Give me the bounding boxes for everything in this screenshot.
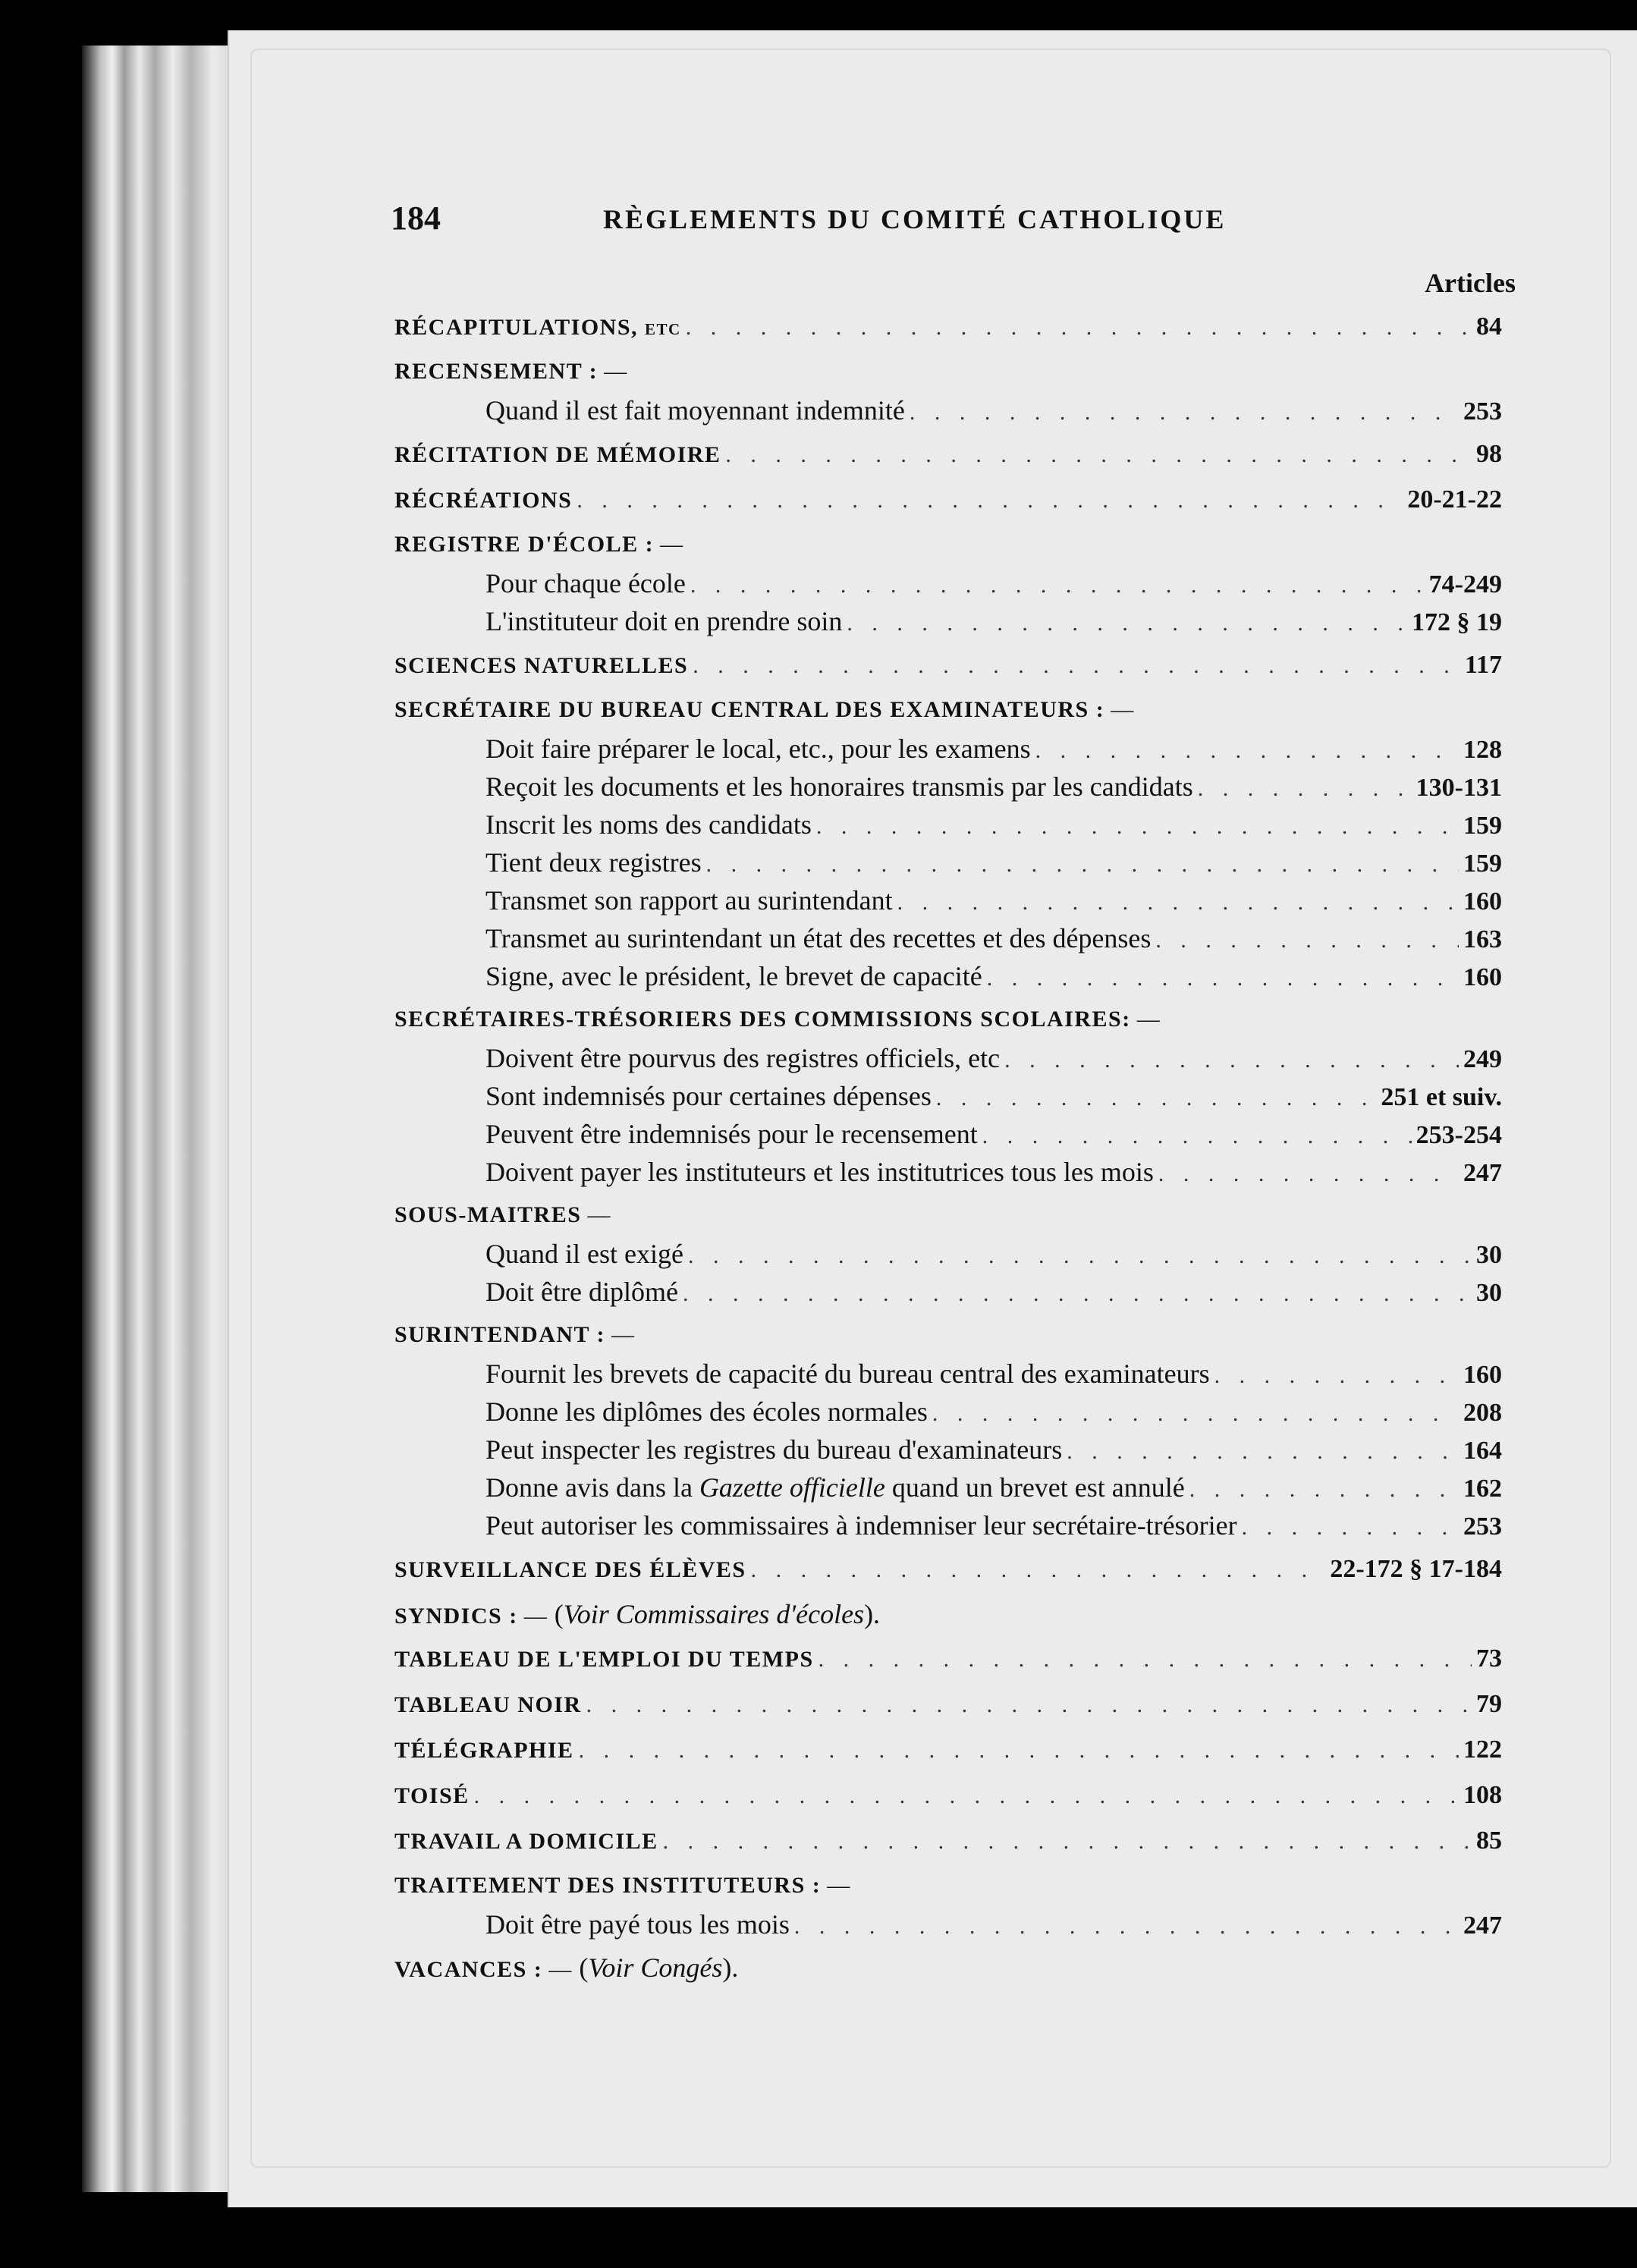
article-reference: 117 [1464,651,1502,679]
article-reference: 22-172 § 17-184 [1330,1555,1502,1583]
dot-leader [683,1275,1472,1313]
em-dash: — [604,359,627,384]
dot-leader [982,1117,1412,1155]
index-entry [394,1638,1502,1679]
subentry-text: Reçoit les documents et les honoraires transmis par les candidats [485,771,1193,802]
dot-leader [847,605,1407,642]
index-term: VACANCES : [394,1957,543,1982]
index-list [394,306,1502,1992]
dot-leader [690,567,1425,605]
dot-leader [686,307,1472,348]
article-reference: 162 [1463,1475,1502,1503]
em-dash: — [587,1202,611,1227]
dot-leader [586,1685,1472,1726]
subentry-text-after: quand un brevet est annulé [884,1472,1185,1503]
article-reference: 128 [1463,736,1502,764]
subentry-text: Donne les diplômes des écoles normales [485,1396,928,1427]
dot-leader [1198,770,1412,808]
dot-leader [474,1776,1459,1817]
subentry-text: Fournit les brevets de capacité du bureau central des examinateurs [485,1359,1210,1389]
dot-leader [932,1395,1459,1433]
dot-leader [818,1639,1472,1680]
article-reference: 74-249 [1428,570,1502,598]
dot-leader [577,480,1403,521]
index-subentry [394,957,1502,995]
see-reference: Voir Congés [588,1952,723,1983]
dot-leader [936,1079,1377,1117]
subentry-text: Quand il est exigé [485,1239,683,1269]
article-reference: 160 [1463,1361,1502,1389]
index-entry [394,525,1502,564]
index-term: TRAVAIL A DOMICILE [394,1829,658,1854]
subentry-text: Doit faire préparer le local, etc., pour les examens [485,733,1031,764]
index-entry [394,645,1502,686]
article-reference: 163 [1463,925,1502,953]
article-reference: 253 [1463,397,1502,426]
dot-leader [688,1237,1472,1275]
article-reference: 247 [1463,1911,1502,1940]
index-subentry [394,1355,1502,1393]
dot-leader [1004,1041,1459,1079]
subentry-text: Doit être diplômé [485,1277,678,1307]
article-reference: 85 [1476,1827,1502,1855]
index-subentry [394,602,1502,640]
dot-leader [816,808,1459,846]
subentry-text-italic: Gazette officielle [699,1472,885,1503]
cross-reference [579,1948,738,1987]
dot-leader [1189,1471,1459,1509]
index-term: TÉLÉGRAPHIE [394,1738,574,1763]
dot-leader [693,646,1460,686]
article-reference: 253 [1463,1513,1502,1541]
index-term: SOUS-MAITRES [394,1202,582,1227]
em-dash: — [1136,1007,1160,1032]
subentry-text [485,1469,1185,1506]
subentry-text: Sont indemnisés pour certaines dépenses [485,1081,932,1111]
index-subentry [394,1039,1502,1077]
subentry-text: L'instituteur doit en prendre soin [485,606,843,636]
index-term: TABLEAU NOIR [394,1692,582,1717]
article-reference: 247 [1463,1159,1502,1187]
index-subentry [394,806,1502,843]
index-subentry [394,1235,1502,1273]
index-term: TOISÉ [394,1783,470,1808]
index-term: SYNDICS : [394,1604,518,1629]
index-subentry [394,919,1502,957]
article-reference: 122 [1463,1736,1502,1764]
dot-leader [910,394,1459,432]
index-entry [394,1594,1502,1634]
dot-leader [579,1730,1459,1771]
subentry-text: Signe, avec le président, le brevet de capacité [485,961,982,991]
subentry-text: Inscrit les noms des candidats [485,809,812,840]
index-subentry [394,730,1502,768]
index-subentry [394,1905,1502,1943]
em-dash: — [660,532,683,557]
subentry-text: Doivent payer les instituteurs et les institutrices tous les mois [485,1157,1154,1187]
dot-leader [1242,1509,1459,1547]
page-header [391,199,1476,244]
index-term: TABLEAU DE L'EMPLOI DU TEMPS [394,1647,814,1672]
index-entry [394,690,1502,730]
index-entry [394,434,1502,475]
index-term: RECENSEMENT : [394,359,599,384]
em-dash: — [611,1322,634,1347]
index-subentry [394,843,1502,881]
index-subentry [394,1153,1502,1191]
dot-leader [663,1821,1472,1862]
subentry-text: Transmet son rapport au surintendant [485,885,893,916]
index-subentry [394,1273,1502,1311]
subentry-text: Transmet au surintendant un état des recettes et des dépenses [485,923,1152,953]
dot-leader [1067,1433,1459,1471]
index-term: RÉCITATION DE MÉMOIRE [394,442,721,467]
subentry-text: Peuvent être indemnisés pour le recensement [485,1119,978,1149]
article-reference: 130-131 [1415,774,1502,802]
article-reference: 251 et suiv. [1381,1083,1502,1111]
dot-leader [794,1908,1459,1946]
em-dash: — [548,1957,572,1982]
article-reference: 159 [1463,812,1502,840]
index-subentry [394,1115,1502,1153]
dot-leader [1035,732,1459,770]
subentry-text: Tient deux registres [485,847,702,878]
subentry-text: Pour chaque école [485,568,686,598]
article-reference: 159 [1463,850,1502,878]
see-open: ( [579,1952,589,1983]
index-entry [394,1866,1502,1905]
cross-reference [555,1594,880,1634]
dot-leader [751,1550,1326,1591]
page-number: 184 [391,199,441,237]
article-reference: 249 [1463,1045,1502,1073]
dot-leader [706,846,1459,884]
dot-leader [987,960,1459,997]
index-subentry [394,768,1502,806]
index-term: REGISTRE D'ÉCOLE : [394,532,655,557]
index-entry [394,306,1502,347]
subentry-text: Peut inspecter les registres du bureau d'examinateurs [485,1434,1063,1465]
see-open: ( [554,1599,564,1629]
index-entry [394,479,1502,520]
index-term: TRAITEMENT DES INSTITUTEURS : [394,1873,822,1898]
dot-leader [1155,922,1459,960]
index-term: SECRÉTAIRE DU BUREAU CENTRAL DES EXAMINATEURS : [394,697,1105,722]
dot-leader [725,435,1472,476]
article-reference: 79 [1476,1690,1502,1718]
see-reference: Voir Commissaires d'écoles [563,1599,865,1629]
index-term: SECRÉTAIRES-TRÉSORIERS DES COMMISSIONS SCOLAIRES: [394,1007,1131,1032]
index-subentry [394,1506,1502,1544]
subentry-text: Peut autoriser les commissaires à indemniser leur secrétaire-trésorier [485,1510,1237,1541]
index-entry [394,1948,1502,1987]
index-subentry [394,1469,1502,1506]
see-close: ). [864,1599,881,1629]
index-entry [394,1315,1502,1355]
index-entry [394,1775,1502,1816]
em-dash: — [1111,697,1134,722]
article-reference: 98 [1476,440,1502,468]
article-reference: 164 [1463,1437,1502,1465]
subentry-text: Doit être payé tous les mois [485,1909,790,1940]
index-subentry [394,1431,1502,1469]
dot-leader [1158,1155,1459,1193]
index-entry [394,1195,1502,1235]
running-title: RÈGLEMENTS DU COMITÉ CATHOLIQUE [603,204,1227,234]
index-subentry [394,1393,1502,1431]
index-subentry [394,391,1502,429]
index-subentry [394,881,1502,919]
article-reference: 172 § 19 [1412,608,1502,636]
index-entry [394,1729,1502,1770]
index-subentry [394,564,1502,602]
index-entry [394,352,1502,391]
em-dash: — [827,1873,850,1898]
article-reference: 30 [1476,1279,1502,1307]
index-term: SURVEILLANCE DES ÉLÈVES [394,1557,746,1582]
index-entry [394,1549,1502,1590]
index-entry [394,1000,1502,1039]
article-reference: 160 [1463,963,1502,991]
index-term: SCIENCES NATURELLES [394,653,689,678]
article-reference: 30 [1476,1241,1502,1269]
index-entry [394,1684,1502,1725]
dot-leader [1214,1357,1459,1395]
articles-column-heading: Articles [1425,268,1516,298]
see-close: ). [722,1952,739,1983]
subentry-text: Quand il est fait moyennant indemnité [485,395,905,426]
em-dash: — [523,1604,547,1629]
article-reference: 73 [1476,1644,1502,1673]
index-entry [394,1820,1502,1861]
subentry-text: Doivent être pourvus des registres officiels, etc [485,1043,1001,1073]
index-term: SURINTENDANT : [394,1322,605,1347]
dot-leader [897,884,1459,922]
article-reference: 84 [1476,313,1502,341]
article-reference: 208 [1463,1399,1502,1427]
article-reference: 253-254 [1415,1121,1502,1149]
subentry-text-before: Donne avis dans la [485,1472,699,1503]
index-term: RÉCRÉATIONS [394,488,573,513]
article-reference: 108 [1463,1781,1502,1809]
article-reference: 160 [1463,887,1502,916]
index-term: RÉCAPITULATIONS, etc [394,315,681,340]
book-page-edges [82,46,234,2192]
index-subentry [394,1077,1502,1115]
article-reference: 20-21-22 [1407,485,1502,514]
